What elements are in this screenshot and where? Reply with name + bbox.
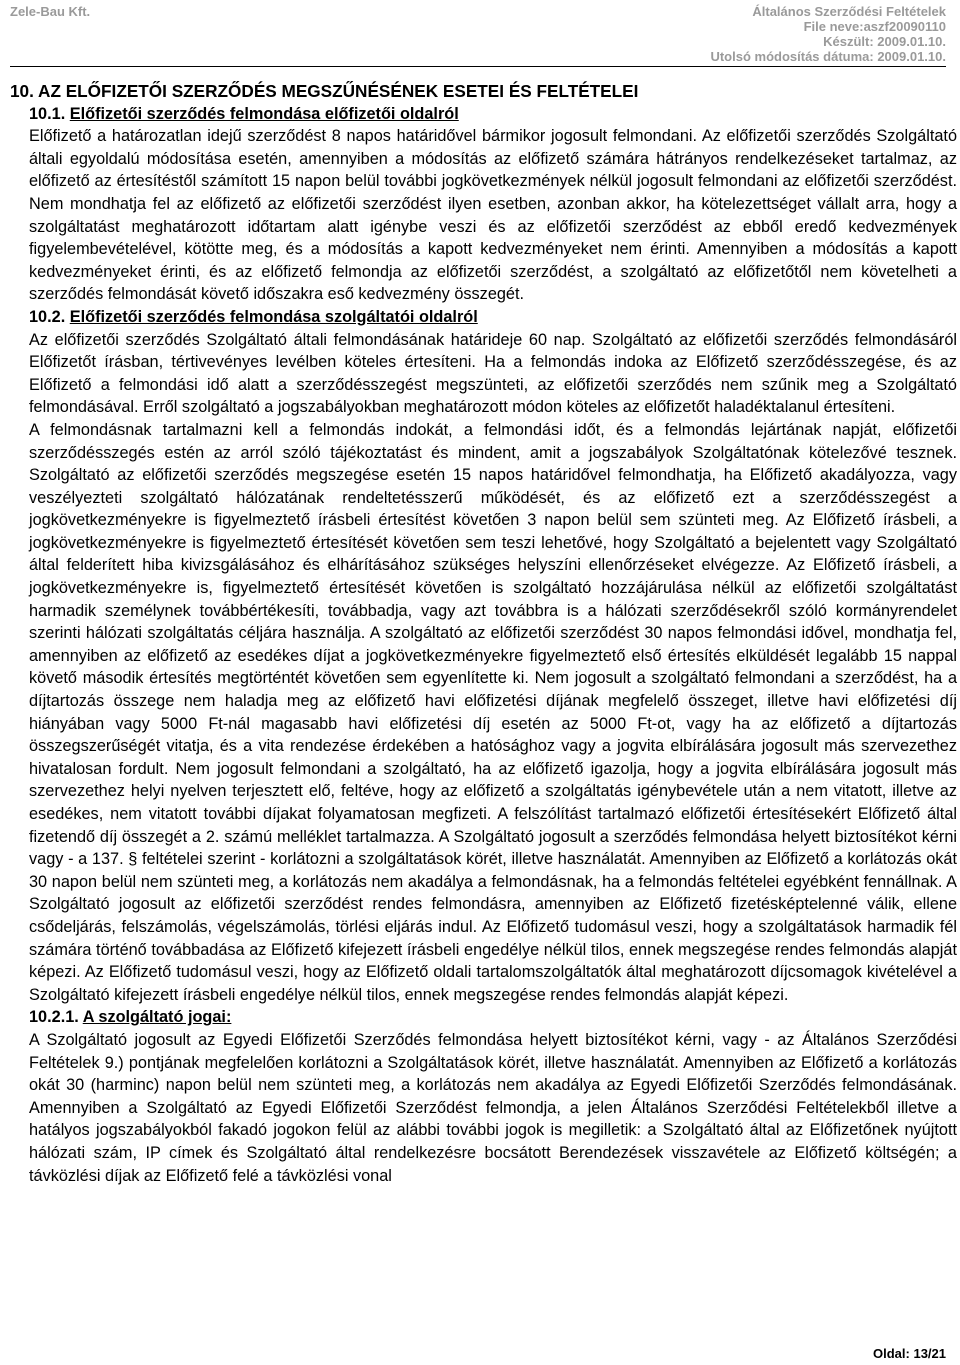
subsection-number: 10.2.1. [29,1008,79,1027]
created-date: Készült: 2009.01.10. [823,34,946,49]
subsection-heading-10-2 [29,306,957,329]
subsection-number: 10.2. [29,307,66,326]
document-title: Általános Szerződési Feltételek [752,4,946,19]
subsection-title: Előfizetői szerződés felmondása előfizetői oldalról [69,104,459,123]
document-meta [710,4,946,64]
page-header [10,4,946,67]
company-name: Zele-Bau Kft. [10,4,91,19]
page-number: Oldal: 13/21 [873,1346,946,1361]
section-heading: 10. AZ ELŐFIZETŐI SZERZŐDÉS MEGSZŰNÉSÉNEK ESETEI ÉS FELTÉTELEI [10,81,639,101]
paragraph: Előfizető a határozatlan idejű szerződést 8 napos határidővel bármikor jogosult felmondani. Az előfizetői szerződés Szolgáltató általi egyoldalú módosítása esetén, amennyiben a módosítás az előfizető számára hátrányos rendelkezéseket tartalmaz, az előfizető az értesítéstől számított 15 napon belül további jogkövetkezmények nélkül jogosult felmondani az előfizetői szerződést. Nem mondhatja fel az előfizető az előfizetői szerződést ilyen esetben, azonban akkor, ha kötelezettséget vállalt arra, hogy a szolgáltatást meghatározott időtartam alatt igénybe veszi és az előfizetői szerződést az ebből eredő kedvezmények figyelembevételével, kötötte meg, és a módosítás a kapott kedvezményeket nem érinti. Amennyiben a módosítás a kapott kedvezményeket érinti, és az előfizető felmondja az előfizetői szerződést, a szolgáltató az előfizetőtől nem követelheti a szerződés felmondását követő időszakra eső kedvezmény összegét. [29,127,957,304]
subsection-number: 10.1. [29,104,66,123]
modified-date: Utolsó módosítás dátuma: 2009.01.10. [710,49,946,64]
subsection-heading-10-2-1 [29,1006,957,1029]
subsection-heading-10-1 [29,103,957,126]
paragraph: Az előfizetői szerződés Szolgáltató általi felmondásának határideje 60 nap. Szolgáltató az előfizetői szerződés felmondásáról Előfizetőt írásban, tértivevényes levélben köteles értesíteni. Ha a felmondás indoka az Előfizető szerződésszegése, és az Előfizető a felmondási idő alatt a szerződésszegést megszünteti, az előfizetői szerződés nem szűnik meg a Szolgáltató felmondásával. Erről szolgáltató a jogszabályokban meghatározott módon köteles az előfizetőt haladéktalanul értesíteni. [29,330,957,417]
subsection-title: Előfizetői szerződés felmondása szolgáltatói oldalról [69,307,478,326]
paragraph: A Szolgáltató jogosult az Egyedi Előfizetői Szerződés felmondása helyett biztosítékot kérni, vagy - az Általános Szerződési Feltételek 9.) pontjának megfelelően korlátozni a Szolgáltatások körét, illetve használatát. Amennyiben az Előfizető a korlátozás okát 30 (harminc) napon belül nem szünteti meg, a korlátozás nem akadálya az Egyedi Előfizetői Szerződés felmondásának. Amennyiben a Szolgáltató az Egyedi Előfizetői Szerződést felmondja, a jelen Általános Szerződési Feltételekből illetve a hatályos jogszabályokból fakadó jogokon felül az alábbi további jogok is megilletik: a Szolgáltató által az Előfizetőnek nyújtott hálózati szám, IP címek és Szolgáltató által rendelkezésre bocsátott Berendezések visszavétele az Előfizető költségén; a távközlési díjak az Előfizető felé a távközlési vonal [29,1030,957,1185]
subsection-title: A szolgáltató jogai: [82,1008,232,1027]
document-body [10,80,957,1187]
file-name: File neve:aszf20090110 [803,19,946,34]
paragraph: A felmondásnak tartalmazni kell a felmondás indokát, a felmondási időt, és a felmondás lejártának napját, előfizetői szerződésszegés estén az arról szóló tájékoztatást és mindent, amit a jogszabályok Szolgáltatónak kötelezővé tesznek. Szolgáltató az előfizetői szerződés megszegése esetén 15 napos határidővel felmondhatja, ha Előfizető akadályozza, vagy veszélyezteti szolgáltató hálózatának rendeltetésszerű működését, és az előfizető ezt a szerződésszegést a jogkövetkezményekre is figyelmeztető írásbeli értesítést követően 3 napon belül sem szünteti meg. Az Előfizető írásbeli, a jogkövetkezményekre is figyelmeztető értesítését követően sem teszi lehetővé, hogy Szolgáltató a bejelentett vagy Szolgáltató által felderített hiba kivizsgálásához és elhárításához szükséges helyszíni ellenőrzéseket elvégezze. Az Előfizető írásbeli, a jogkövetkezményekre is, figyelmeztető értesítését követően is szolgáltató hozzájárulása nélkül az előfizetői szolgáltatást harmadik személynek továbbértékesíti, továbbadja, vagy azt továbbra is a hálózati szerződésekről szóló kormányrendelet szerinti hálózati szolgáltatás céljára használja. A szolgáltató az előfizetői szerződést 30 napos felmondási idővel, mondhatja fel, amennyiben az előfizető az esedékes díjat a jogkövetkezményekre figyelmeztető első értesítés elküldését legalább 15 nappal követő második értesítés megtörténtét követően sem egyenlítette ki. Nem jogosult a szolgáltató felmondani a szerződést, ha a díjtartozás összege nem haladja meg az előfizető havi előfizetési díjának megfelelő összeget, illetve havi előfizetési díj hiányában vagy 5000 Ft-nál magasabb havi előfizetési díj esetén az 5000 Ft-ot, vagy ha az előfizető a díjtartozás összegszerűségét vitatja, és a vita rendezése érdekében a hatósághoz vagy a jogvita elbírálására jogosult más szervezethez hivatalosan fordult. Nem jogosult felmondani a szolgáltató, ha az előfizető igazolja, hogy a jogvita elbírálására jogosult más szervezethez helyi nyelven terjesztett elő, feltéve, hogy az előfizető a szolgáltatás igénybevétele után a nem vitatott, illetve az esedékes, nem vitatott további díjakat folyamatosan megfizeti. A felszólítást tartalmazó előfizetői értesítésekért Előfizető által fizetendő díj összegét a 2. számú melléklet tartalmazza. A Szolgáltató jogosult a szerződés felmondása helyett biztosítékot kérni vagy - a 137. § feltételei szerint - korlátozni a szolgáltatások körét, illetve használatát. Amennyiben az Előfizető a korlátozás okát 30 napon belül nem szünteti meg, a korlátozás nem akadálya a felmondásnak, ha a felmondás feltételei egyébként fennállnak. A Szolgáltató jogosult az előfizetői szerződést rendes felmondásra, amennyiben az Előfizető fizetésképtelenné válik, ellene csődeljárás, felszámolás, végelszámolás, törlési eljárás indul. Az Előfizető tudomásul veszi, hogy a szolgáltatások harmadik fél számára történő továbbadása az Előfizető kifejezett írásbeli engedélye nélkül tilos, ennek megszegése rendes felmondás alapját képezi. Az Előfizető tudomásul veszi, hogy az Előfizető oldali tartalomszolgáltatók által meghatározott díjcsomagok kivételével a Szolgáltató kifejezett írásbeli engedélye nélkül tilos, ennek megszegése rendes felmondás alapját képezi. [29,420,957,1004]
